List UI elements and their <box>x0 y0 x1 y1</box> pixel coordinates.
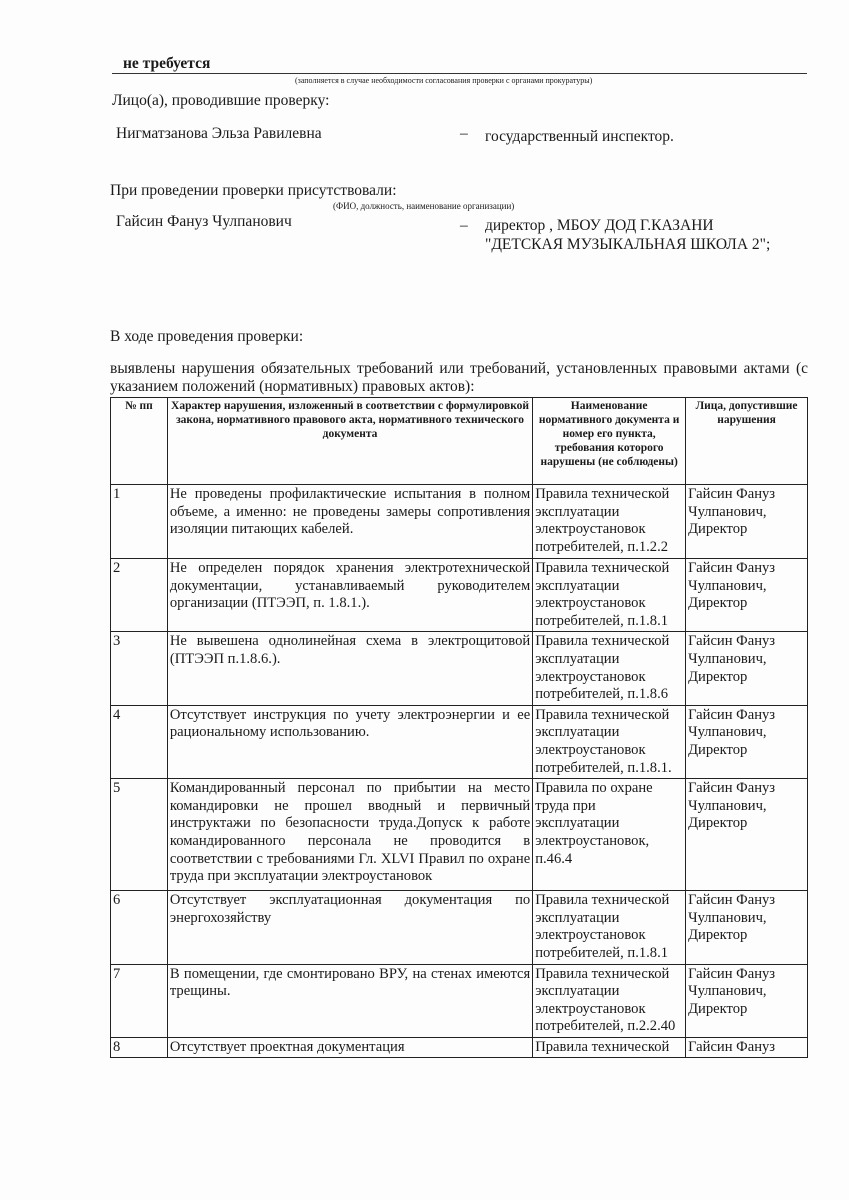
table-row <box>111 779 808 891</box>
present-role-line2: "ДЕТСКАЯ МУЗЫКАЛЬНАЯ ШКОЛА 2"; <box>485 236 771 253</box>
row-number: 6 <box>111 891 168 964</box>
responsible-person: Гайсин Фануз Чулпанович, Директор <box>686 779 808 891</box>
violation-text: В помещении, где смонтировано ВРУ, на стенах имеются трещины. <box>167 964 532 1037</box>
table-header-row <box>111 398 808 485</box>
document-reference: Правила технической эксплуатации электроустановок потребителей, п.1.8.1 <box>533 559 686 632</box>
inspectors-label: Лицо(а), проводившие проверку: <box>112 92 330 109</box>
present-name: Гайсин Фануз Чулпанович <box>116 213 292 230</box>
responsible-person: Гайсин Фануз Чулпанович, Директор <box>686 705 808 778</box>
table-row <box>111 485 808 559</box>
responsible-person: Гайсин Фануз <box>686 1037 808 1058</box>
violations-table <box>110 397 808 1058</box>
violation-text: Отсутствует проектная документация <box>167 1037 532 1058</box>
table-row <box>111 705 808 778</box>
responsible-person: Гайсин Фануз Чулпанович, Директор <box>686 485 808 559</box>
row-number: 1 <box>111 485 168 559</box>
table-row <box>111 1037 808 1058</box>
findings-label: В ходе проведения проверки: <box>110 328 304 345</box>
row-number: 5 <box>111 779 168 891</box>
row-number: 4 <box>111 705 168 778</box>
document-reference: Правила технической <box>533 1037 686 1058</box>
findings-intro: выявлены нарушения обязательных требований или требований, установленных правовыми актами (с указанием положений (нормативных) правовых актов): <box>110 360 808 395</box>
table-row <box>111 891 808 964</box>
dash: – <box>460 125 468 142</box>
table-row <box>111 632 808 705</box>
document-reference: Правила технической эксплуатации электроустановок потребителей, п.1.2.2 <box>533 485 686 559</box>
approval-note: (заполняется в случае необходимости согласования проверки с органами прокуратуры) <box>295 76 593 85</box>
document-reference: Правила технической эксплуатации электроустановок потребителей, п.1.8.6 <box>533 632 686 705</box>
document-reference: Правила по охране труда при эксплуатации электроустановок, п.46.4 <box>533 779 686 891</box>
inspector-role: государственный инспектор. <box>485 128 674 145</box>
divider <box>112 73 807 74</box>
violation-text: Командированный персонал по прибытии на место командировки не прошел вводный и первичный инструктажи по безопасности труда.Допуск к работе командированного персонала не проводится в соответствии с требованиями Гл. XLVI Правил по охране труда при эксплуатации электроустановок <box>167 779 532 891</box>
row-number: 2 <box>111 559 168 632</box>
row-number: 8 <box>111 1037 168 1058</box>
violation-text: Отсутствует инструкция по учету электроэнергии и ее рациональному использованию. <box>167 705 532 778</box>
dash: – <box>460 217 468 234</box>
approval-value: не требуется <box>123 55 211 72</box>
document-reference: Правила технической эксплуатации электроустановок потребителей, п.2.2.40 <box>533 964 686 1037</box>
present-note: (ФИО, должность, наименование организации) <box>333 201 515 211</box>
responsible-person: Гайсин Фануз Чулпанович, Директор <box>686 891 808 964</box>
header-persons: Лица, допустившие нарушения <box>686 398 808 485</box>
violation-text: Не проведены профилактические испытания в полном объеме, а именно: не проведены замеры сопротивления изоляции питающих кабелей. <box>167 485 532 559</box>
document-reference: Правила технической эксплуатации электроустановок потребителей, п.1.8.1 <box>533 891 686 964</box>
table-row <box>111 964 808 1037</box>
present-role-line1: директор , МБОУ ДОД Г.КАЗАНИ <box>485 217 714 234</box>
responsible-person: Гайсин Фануз Чулпанович, Директор <box>686 632 808 705</box>
responsible-person: Гайсин Фануз Чулпанович, Директор <box>686 964 808 1037</box>
responsible-person: Гайсин Фануз Чулпанович, Директор <box>686 559 808 632</box>
inspector-name: Нигматзанова Эльза Равилевна <box>116 125 322 142</box>
violation-text: Отсутствует эксплуатационная документация по энергохозяйству <box>167 891 532 964</box>
header-number: № пп <box>111 398 168 485</box>
row-number: 7 <box>111 964 168 1037</box>
present-label: При проведении проверки присутствовали: <box>110 182 397 199</box>
row-number: 3 <box>111 632 168 705</box>
violation-text: Не вывешена однолинейная схема в электрощитовой (ПТЭЭП п.1.8.6.). <box>167 632 532 705</box>
table-row <box>111 559 808 632</box>
document-reference: Правила технической эксплуатации электроустановок потребителей, п.1.8.1. <box>533 705 686 778</box>
header-document: Наименование нормативного документа и номер его пункта, требования которого нарушены (не соблюдены) <box>533 398 686 485</box>
violation-text: Не определен порядок хранения электротехнической документации, устанавливаемый руководителем организации (ПТЭЭП, п. 1.8.1.). <box>167 559 532 632</box>
header-violation: Характер нарушения, изложенный в соответствии с формулировкой закона, нормативного правового акта, нормативного технического документа <box>167 398 532 485</box>
